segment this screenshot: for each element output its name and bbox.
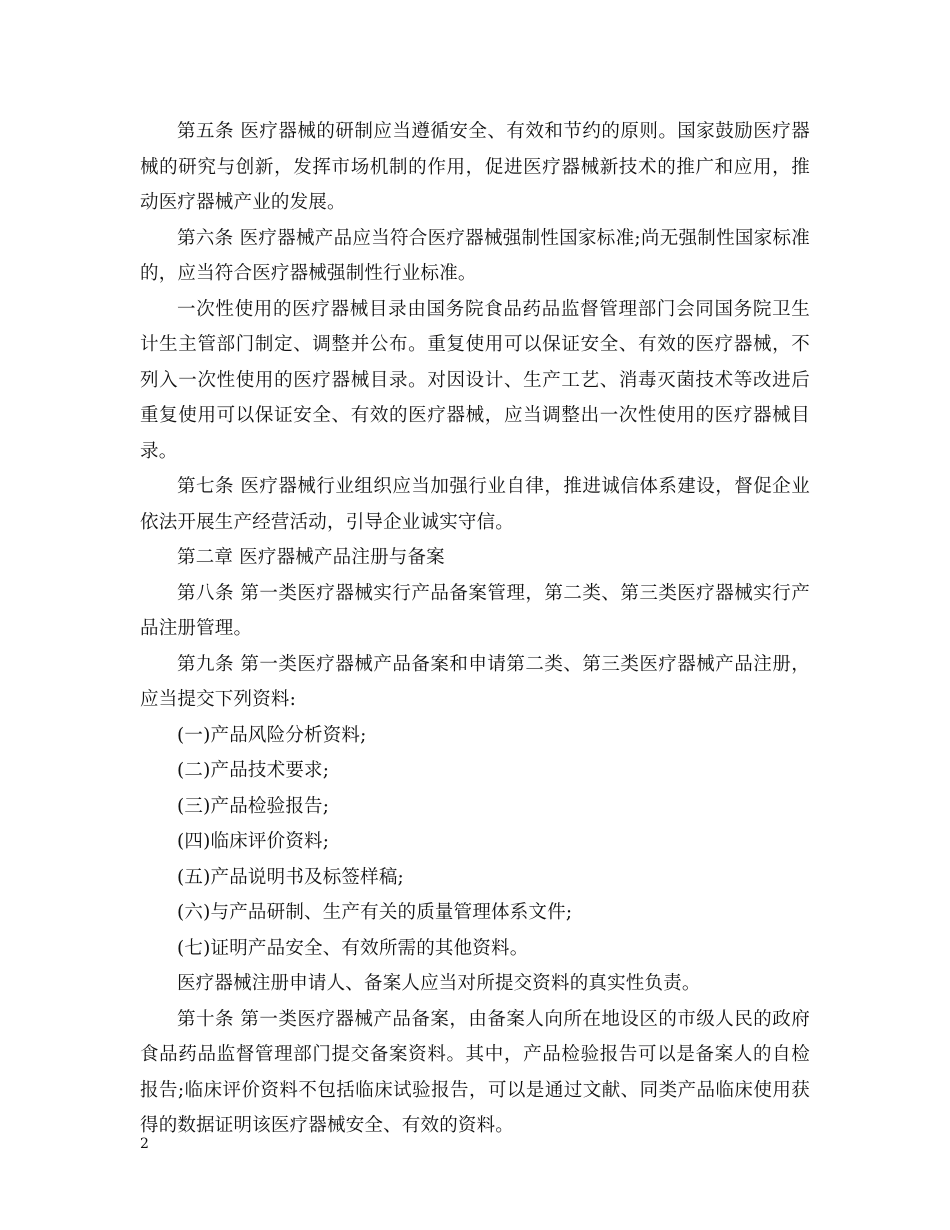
list-item: (七)证明产品安全、有效所需的其他资料。 bbox=[177, 937, 529, 959]
paragraph-article-9: 第九条 第一类医疗器械产品备案和申请第二类、第三类医疗器械产品注册，应当提交下列资料: bbox=[140, 653, 810, 710]
list-item: (四)临床评价资料; bbox=[177, 831, 330, 852]
paragraph-responsibility: 医疗器械注册申请人、备案人应当对所提交资料的真实性负责。 bbox=[177, 973, 701, 994]
list-item: (三)产品检验报告; bbox=[177, 795, 330, 817]
paragraph-article-7: 第七条 医疗器械行业组织应当加强行业自律，推进诚信体系建设，督促企业依法开展生产经营活动，引导企业诚实守信。 bbox=[140, 476, 810, 533]
document-body bbox=[140, 114, 810, 1144]
list-item: (六)与产品研制、生产有关的质量管理体系文件; bbox=[177, 902, 573, 923]
page-number: 2 bbox=[140, 1136, 149, 1152]
paragraph-disposable-catalog: 一次性使用的医疗器械目录由国务院食品药品监督管理部门会同国务院卫生计生主管部门制定、调整并公布。重复使用可以保证安全、有效的医疗器械，不列入一次性使用的医疗器械目录。对因设计、生产工艺、消毒灭菌技术等改进后重复使用可以保证安全、有效的医疗器械，应当调整出一次性使用的医疗器械目录。 bbox=[140, 298, 810, 462]
list-item: (一)产品风险分析资料; bbox=[177, 724, 367, 746]
paragraph-article-10: 第十条 第一类医疗器械产品备案，由备案人向所在地设区的市级人民的政府食品药品监督管理部门提交备案资料。其中，产品检验报告可以是备案人的自检报告;临床评价资料不包括临床试验报告，可以是通过文献、同类产品临床使用获得的数据证明该医疗器械安全、有效的资料。 bbox=[140, 1008, 810, 1136]
list-item: (二)产品技术要求; bbox=[177, 760, 330, 781]
list-item: (五)产品说明书及标签样稿; bbox=[177, 866, 404, 888]
paragraph-article-8: 第八条 第一类医疗器械实行产品备案管理，第二类、第三类医疗器械实行产品注册管理。 bbox=[140, 582, 810, 639]
paragraph-article-6: 第六条 医疗器械产品应当符合医疗器械强制性国家标准;尚无强制性国家标准的，应当符合医疗器械强制性行业标准。 bbox=[140, 227, 810, 284]
paragraph-article-5: 第五条 医疗器械的研制应当遵循安全、有效和节约的原则。国家鼓励医疗器械的研究与创新，发挥市场机制的作用，促进医疗器械新技术的推广和应用，推动医疗器械产业的发展。 bbox=[140, 121, 810, 213]
chapter-heading: 第二章 医疗器械产品注册与备案 bbox=[177, 547, 445, 568]
